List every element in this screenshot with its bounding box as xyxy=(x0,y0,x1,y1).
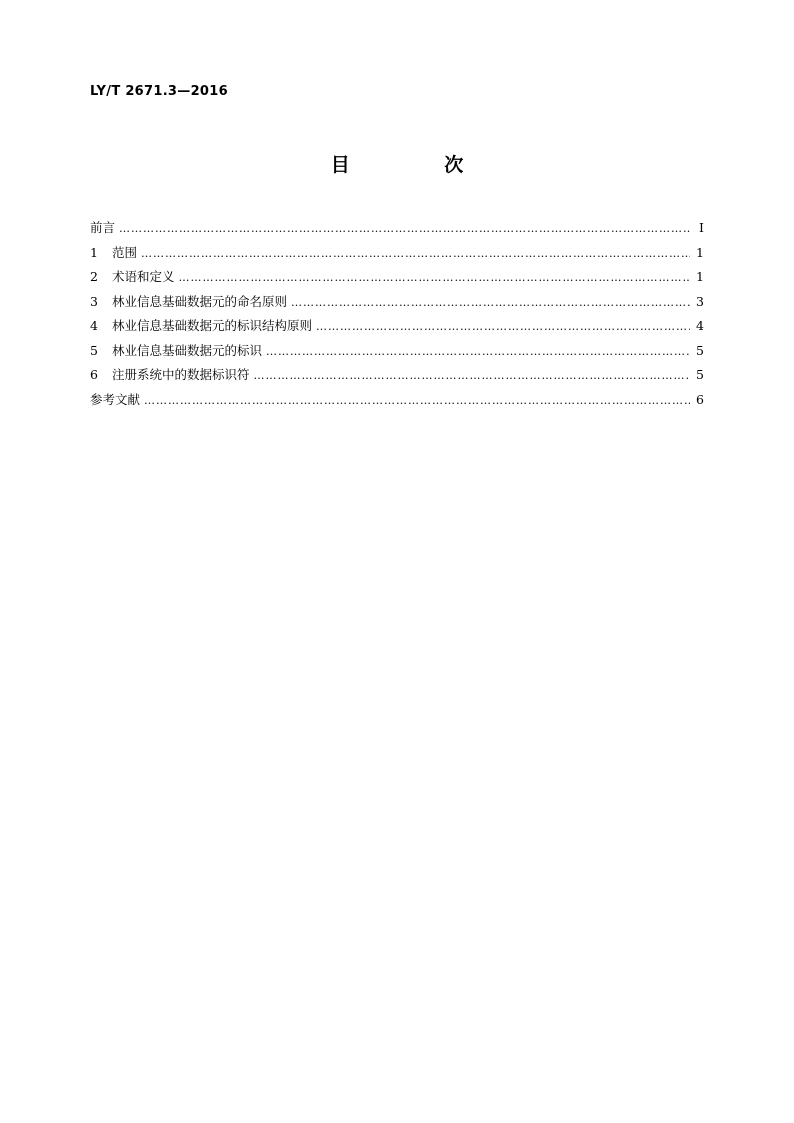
toc-leader-dots xyxy=(266,340,690,365)
table-of-contents xyxy=(90,216,704,412)
toc-entry-scope[interactable] xyxy=(90,241,704,266)
toc-entry-page: 5 xyxy=(696,367,704,382)
toc-entry-page: 3 xyxy=(696,293,704,309)
toc-leader-dots xyxy=(119,217,690,242)
toc-entry-page: 1 xyxy=(696,244,704,260)
toc-entry-identification-structure[interactable] xyxy=(90,314,704,339)
page-title: 目 次 xyxy=(330,154,508,176)
toc-entry-label: 范围 xyxy=(112,244,138,260)
toc-entry-number: 4 xyxy=(90,318,98,333)
toc-entry-label: 参考文献 xyxy=(90,391,141,407)
toc-leader-dots xyxy=(316,315,690,340)
toc-entry-page: 6 xyxy=(696,391,704,407)
toc-leader-dots xyxy=(144,389,690,414)
toc-entry-label: 林业信息基础数据元的标识 xyxy=(112,342,263,358)
toc-entry-label: 注册系统中的数据标识符 xyxy=(112,367,250,382)
toc-leader-dots xyxy=(254,364,690,389)
toc-entry-naming-principles[interactable] xyxy=(90,290,704,315)
toc-entry-identification[interactable] xyxy=(90,339,704,364)
toc-entry-page: 4 xyxy=(696,318,704,333)
toc-leader-dots xyxy=(141,242,690,267)
toc-entry-number: 2 xyxy=(90,269,98,284)
toc-leader-dots xyxy=(179,266,690,291)
toc-entry-bibliography[interactable] xyxy=(90,388,704,413)
toc-entry-label: 林业信息基础数据元的命名原则 xyxy=(112,293,288,309)
toc-entry-number: 1 xyxy=(90,244,98,260)
toc-entry-terms[interactable] xyxy=(90,265,704,290)
toc-entry-number: 5 xyxy=(90,342,98,358)
toc-entry-number: 3 xyxy=(90,293,98,309)
document-code: LY/T 2671.3—2016 xyxy=(90,84,228,99)
toc-entry-label: 术语和定义 xyxy=(112,269,175,284)
toc-entry-number: 6 xyxy=(90,367,98,382)
toc-entry-page: 5 xyxy=(696,342,704,358)
toc-entry-page: Ⅰ xyxy=(699,220,704,235)
toc-entry-registry-identifiers[interactable] xyxy=(90,363,704,388)
toc-entry-page: 1 xyxy=(696,269,704,284)
toc-entry-foreword[interactable] xyxy=(90,216,704,241)
toc-entry-label: 前言 xyxy=(90,220,116,235)
toc-entry-label: 林业信息基础数据元的标识结构原则 xyxy=(112,318,313,333)
toc-leader-dots xyxy=(291,291,690,316)
